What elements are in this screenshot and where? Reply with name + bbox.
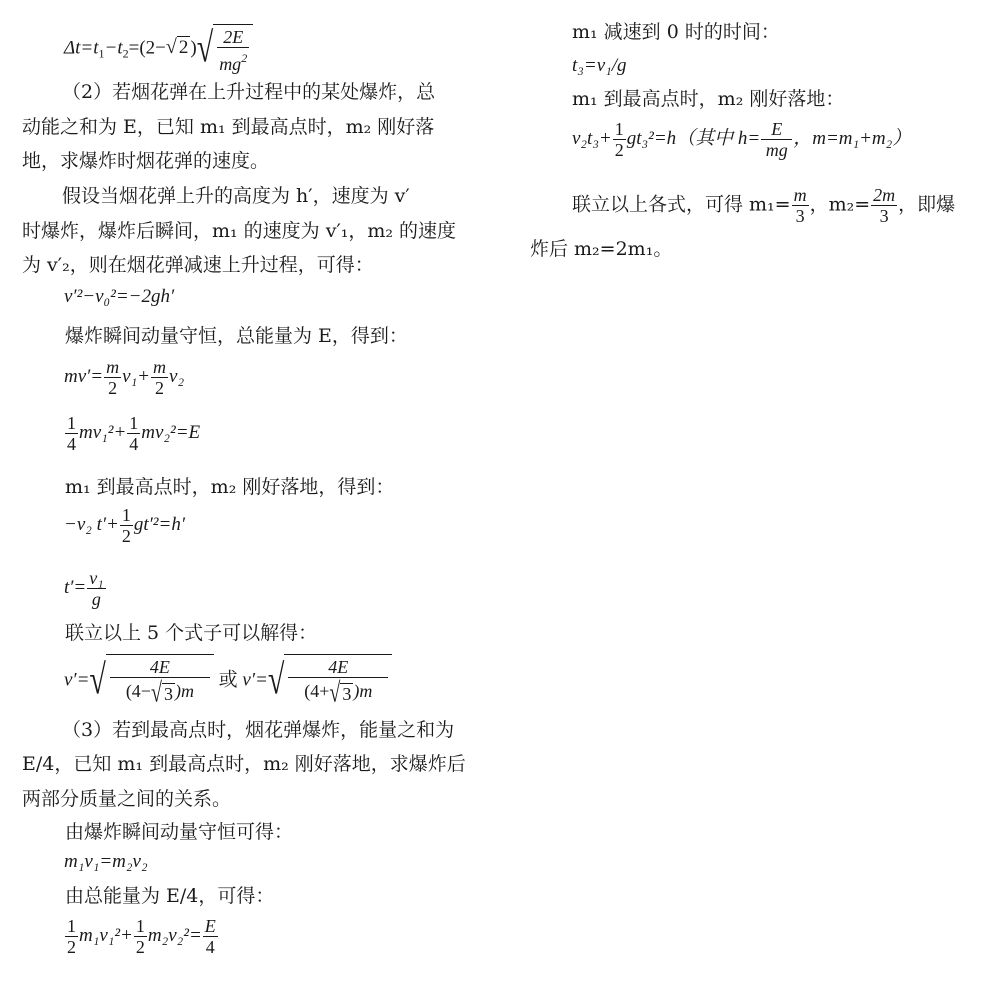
- text-m1-top: m₁ 到最高点时，m₂ 刚好落地，得到：: [65, 476, 395, 498]
- equation-velocity-solutions: v′=√ $\frac{4E}{(4-√ 3 )m}$ 或 v′=√ $\frac{4E}{(4+√ 3 )m}$: [64, 654, 392, 708]
- paragraph-2-line-2: 动能之和为 E，已知 m₁ 到最高点时，m₂ 刚好落: [22, 116, 435, 138]
- equation-momentum-2: m₁v₁=m₂v₂: [64, 851, 148, 872]
- equation-kinematics: v′²−v₀²=−2gh′: [64, 286, 175, 307]
- paragraph-4-line-2: E/4，已知 m₁ 到最高点时，m₂ 刚好落地，求爆炸后: [22, 753, 466, 775]
- text-energy-quarter: 由总能量为 E/4，可得：: [65, 885, 275, 907]
- equation-delta-t: $\Delta t=t_1-t_2=(2-√$ 2 )√ $\frac{2E}{mg^2}$: [64, 24, 253, 74]
- sqrt-fraction: √ $\frac{2E}{mg^2}$: [197, 24, 253, 74]
- text-decel-time: m₁ 减速到 0 时的时间：: [572, 21, 780, 43]
- equation-energy: $\frac{1}{4}$ mv₁²+ $\frac{1}{4}$ mv₂²=E: [67, 413, 201, 454]
- paragraph-5-line-2: 炸后 m₂=2m₁。: [530, 238, 673, 260]
- equation-height: v₂t₃+ $\frac{1}{2}$ gt₃²=h（其中 h= $\frac{E}{mg}$ ，m=m₁+m₂）: [572, 119, 912, 160]
- equation-energy-quarter: $\frac{1}{2}$ m₁v₁²+ $\frac{1}{2}$ m₂v₂²= $\frac{E}{4}$: [67, 916, 216, 957]
- paragraph-5-line-1: 联立以上各式，可得 m₁= $\frac{m}{3}$ ，m₂= $\frac{2m}{3}$ ，即爆: [572, 185, 956, 226]
- equation-t3: t₃=v₁/g: [572, 55, 627, 76]
- paragraph-3-line-3: 为 v′₂，则在烟花弹减速上升过程，可得：: [22, 254, 374, 276]
- paragraph-2-line-1: （2）若烟花弹在上升过程中的某处爆炸，总: [62, 81, 436, 103]
- paragraph-2-line-3: 地，求爆炸时烟花弹的速度。: [22, 150, 270, 172]
- equation-momentum: mv′= $\frac{m}{2}$ v₁+ $\frac{m}{2}$ v₂: [64, 357, 185, 398]
- paragraph-3-line-2: 时爆炸，爆炸后瞬间，m₁ 的速度为 v′₁，m₂ 的速度: [22, 220, 457, 242]
- paragraph-4-line-1: （3）若到最高点时，烟花弹爆炸，能量之和为: [62, 719, 455, 741]
- paragraph-3-line-1: 假设当烟花弹上升的高度为 h′，速度为 v′: [62, 185, 410, 207]
- text-momentum-2: 由爆炸瞬间动量守恒可得：: [65, 821, 294, 843]
- text-m1-top-2: m₁ 到最高点时，m₂ 刚好落地：: [572, 88, 845, 110]
- sqrt-2: √ 2: [165, 36, 189, 59]
- paragraph-4-line-3: 两部分质量之间的关系。: [22, 788, 232, 810]
- text-solve: 联立以上 5 个式子可以解得：: [65, 622, 318, 644]
- text-momentum-energy: 爆炸瞬间动量守恒，总能量为 E，得到：: [65, 325, 408, 347]
- equation-time: t′= $\frac{\text{v₁}}{g}$: [64, 568, 104, 609]
- equation-fall: −v₂ t′+ $\frac{1}{2}$ gt′²=h′: [64, 505, 185, 546]
